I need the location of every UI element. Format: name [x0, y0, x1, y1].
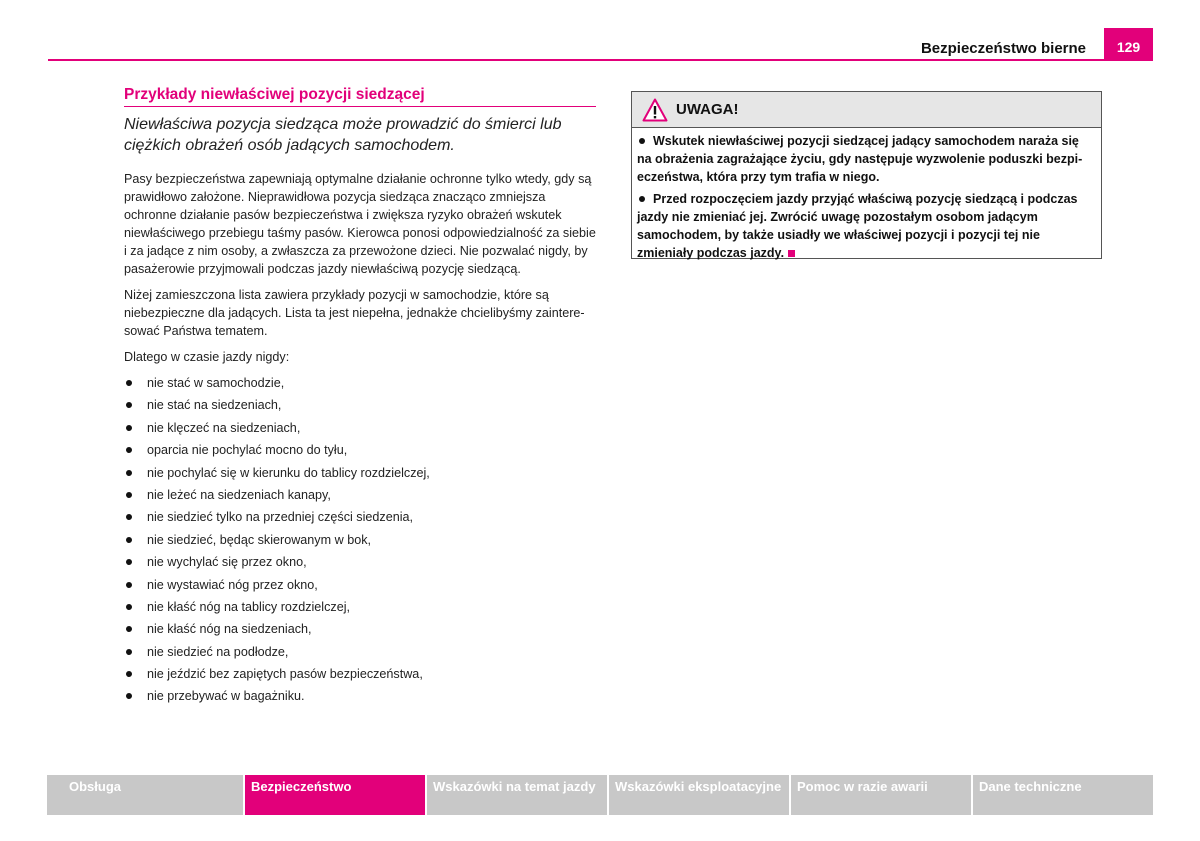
- tab-dane-techniczne[interactable]: Dane techniczne: [973, 775, 1153, 815]
- warning-box: [631, 91, 1102, 259]
- body-paragraph-2: Niżej zamieszczona lista zawiera przykłady pozycji w samochodzie, które są niebezpieczne dla jadących. Lista ta jest niepełna, jednakże chcielibyśmy zaintere-sować Państwa tematem.: [124, 288, 585, 338]
- tab-obsluga[interactable]: Obsługa: [47, 775, 243, 815]
- page-number: 129: [1104, 28, 1153, 60]
- list-item: nie kłaść nóg na siedzeniach,: [124, 620, 596, 642]
- warning-item: Przed rozpoczęciem jazdy przyjąć właściwą pozycję siedzącą i podczas jazdy nie zmieniać jej. Zwrócić uwagę pozostałym osobom jadącym samochodem, by także usiadły we właściwej pozycji i pozycji tej nie zmieniały podczas jazdy.: [637, 192, 1078, 260]
- bullet-icon: [126, 537, 132, 543]
- warning-item: Wskutek niewłaściwej pozycji siedzącej jadący samochodem naraża się na obrażenia zagrażające życiu, gdy następuje wyzwolenie poduszki bezpi-eczeństwa, która przy tym trafia w niego.: [637, 134, 1083, 184]
- header-divider: [48, 59, 1153, 61]
- tab-bezpieczenstwo[interactable]: Bezpieczeństwo: [245, 775, 425, 815]
- bullet-icon: [126, 447, 132, 453]
- list-item: oparcia nie pochylać mocno do tyłu,: [124, 441, 596, 463]
- end-of-section-icon: [788, 250, 795, 257]
- lead-paragraph: Niewłaściwa pozycja siedząca może prowadzić do śmierci lub ciężkich obrażeń osób jadących samochodem.: [124, 116, 562, 154]
- warning-triangle-icon: [642, 98, 668, 122]
- bullet-icon: [126, 649, 132, 655]
- body-paragraph-3: Dlatego w czasie jazdy nigdy:: [124, 350, 290, 364]
- bullet-icon: [126, 380, 132, 386]
- list-item: nie klęczeć na siedzeniach,: [124, 419, 596, 441]
- list-item: nie pochylać się w kierunku do tablicy rozdzielczej,: [124, 464, 596, 486]
- list-item: nie wystawiać nóg przez okno,: [124, 576, 596, 598]
- list-item: nie stać w samochodzie,: [124, 374, 596, 396]
- bullet-icon: [126, 604, 132, 610]
- list-item: nie stać na siedzeniach,: [124, 396, 596, 418]
- bullet-icon: [126, 693, 132, 699]
- chapter-navigation: [47, 775, 1153, 815]
- tab-wskazowki-eksploatacyjne[interactable]: Wskazówki eksploatacyjne: [609, 775, 789, 815]
- list-item: nie siedzieć, będąc skierowanym w bok,: [124, 531, 596, 553]
- bullet-icon: [639, 196, 645, 202]
- list-item: nie przebywać w bagażniku.: [124, 687, 596, 709]
- list-item: nie jeździć bez zapiętych pasów bezpieczeństwa,: [124, 665, 596, 687]
- tab-pomoc-awarii[interactable]: Pomoc w razie awarii: [791, 775, 971, 815]
- list-item: nie wychylać się przez okno,: [124, 553, 596, 575]
- dangerous-positions-list: [124, 374, 596, 710]
- body-paragraph-1: Pasy bezpieczeństwa zapewniają optymalne działanie ochronne tylko wtedy, gdy są prawidłowo założone. Nieprawidłowa pozycja siedząca znacząco zmniejsza ochronne działanie pasów bezpieczeństwa i zwiększa ryzyko obrażeń wskutek niewłaściwego przebiegu taśmy pasów. Kierowca ponosi odpowiedzialność za siebie i za jadące z nim osoby, a zwłaszcza za przewożone dzieci. Nie pozwalać nigdy, by pasażerowie przyjmowali podczas jazdy niewłaściwą pozycję siedzącą.: [124, 172, 596, 276]
- bullet-icon: [126, 582, 132, 588]
- tab-wskazowki-jazdy[interactable]: Wskazówki na temat jazdy: [427, 775, 607, 815]
- warning-body: [632, 128, 1101, 262]
- bullet-icon: [126, 470, 132, 476]
- section-title: Przykłady niewłaściwej pozycji siedzącej: [124, 86, 596, 107]
- bullet-icon: [126, 425, 132, 431]
- list-item: nie kłaść nóg na tablicy rozdzielczej,: [124, 598, 596, 620]
- bullet-icon: [126, 402, 132, 408]
- bullet-icon: [126, 492, 132, 498]
- bullet-icon: [126, 671, 132, 677]
- warning-header: [632, 92, 1101, 128]
- bullet-icon: [126, 514, 132, 520]
- list-item: nie siedzieć na podłodze,: [124, 643, 596, 665]
- list-item: nie siedzieć tylko na przedniej części siedzenia,: [124, 508, 596, 530]
- bullet-icon: [126, 559, 132, 565]
- bullet-icon: [639, 138, 645, 144]
- running-header-title: Bezpieczeństwo bierne: [920, 40, 1086, 57]
- warning-title: UWAGA!: [676, 101, 739, 118]
- list-item: nie leżeć na siedzeniach kanapy,: [124, 486, 596, 508]
- main-column: [124, 86, 596, 710]
- bullet-icon: [126, 626, 132, 632]
